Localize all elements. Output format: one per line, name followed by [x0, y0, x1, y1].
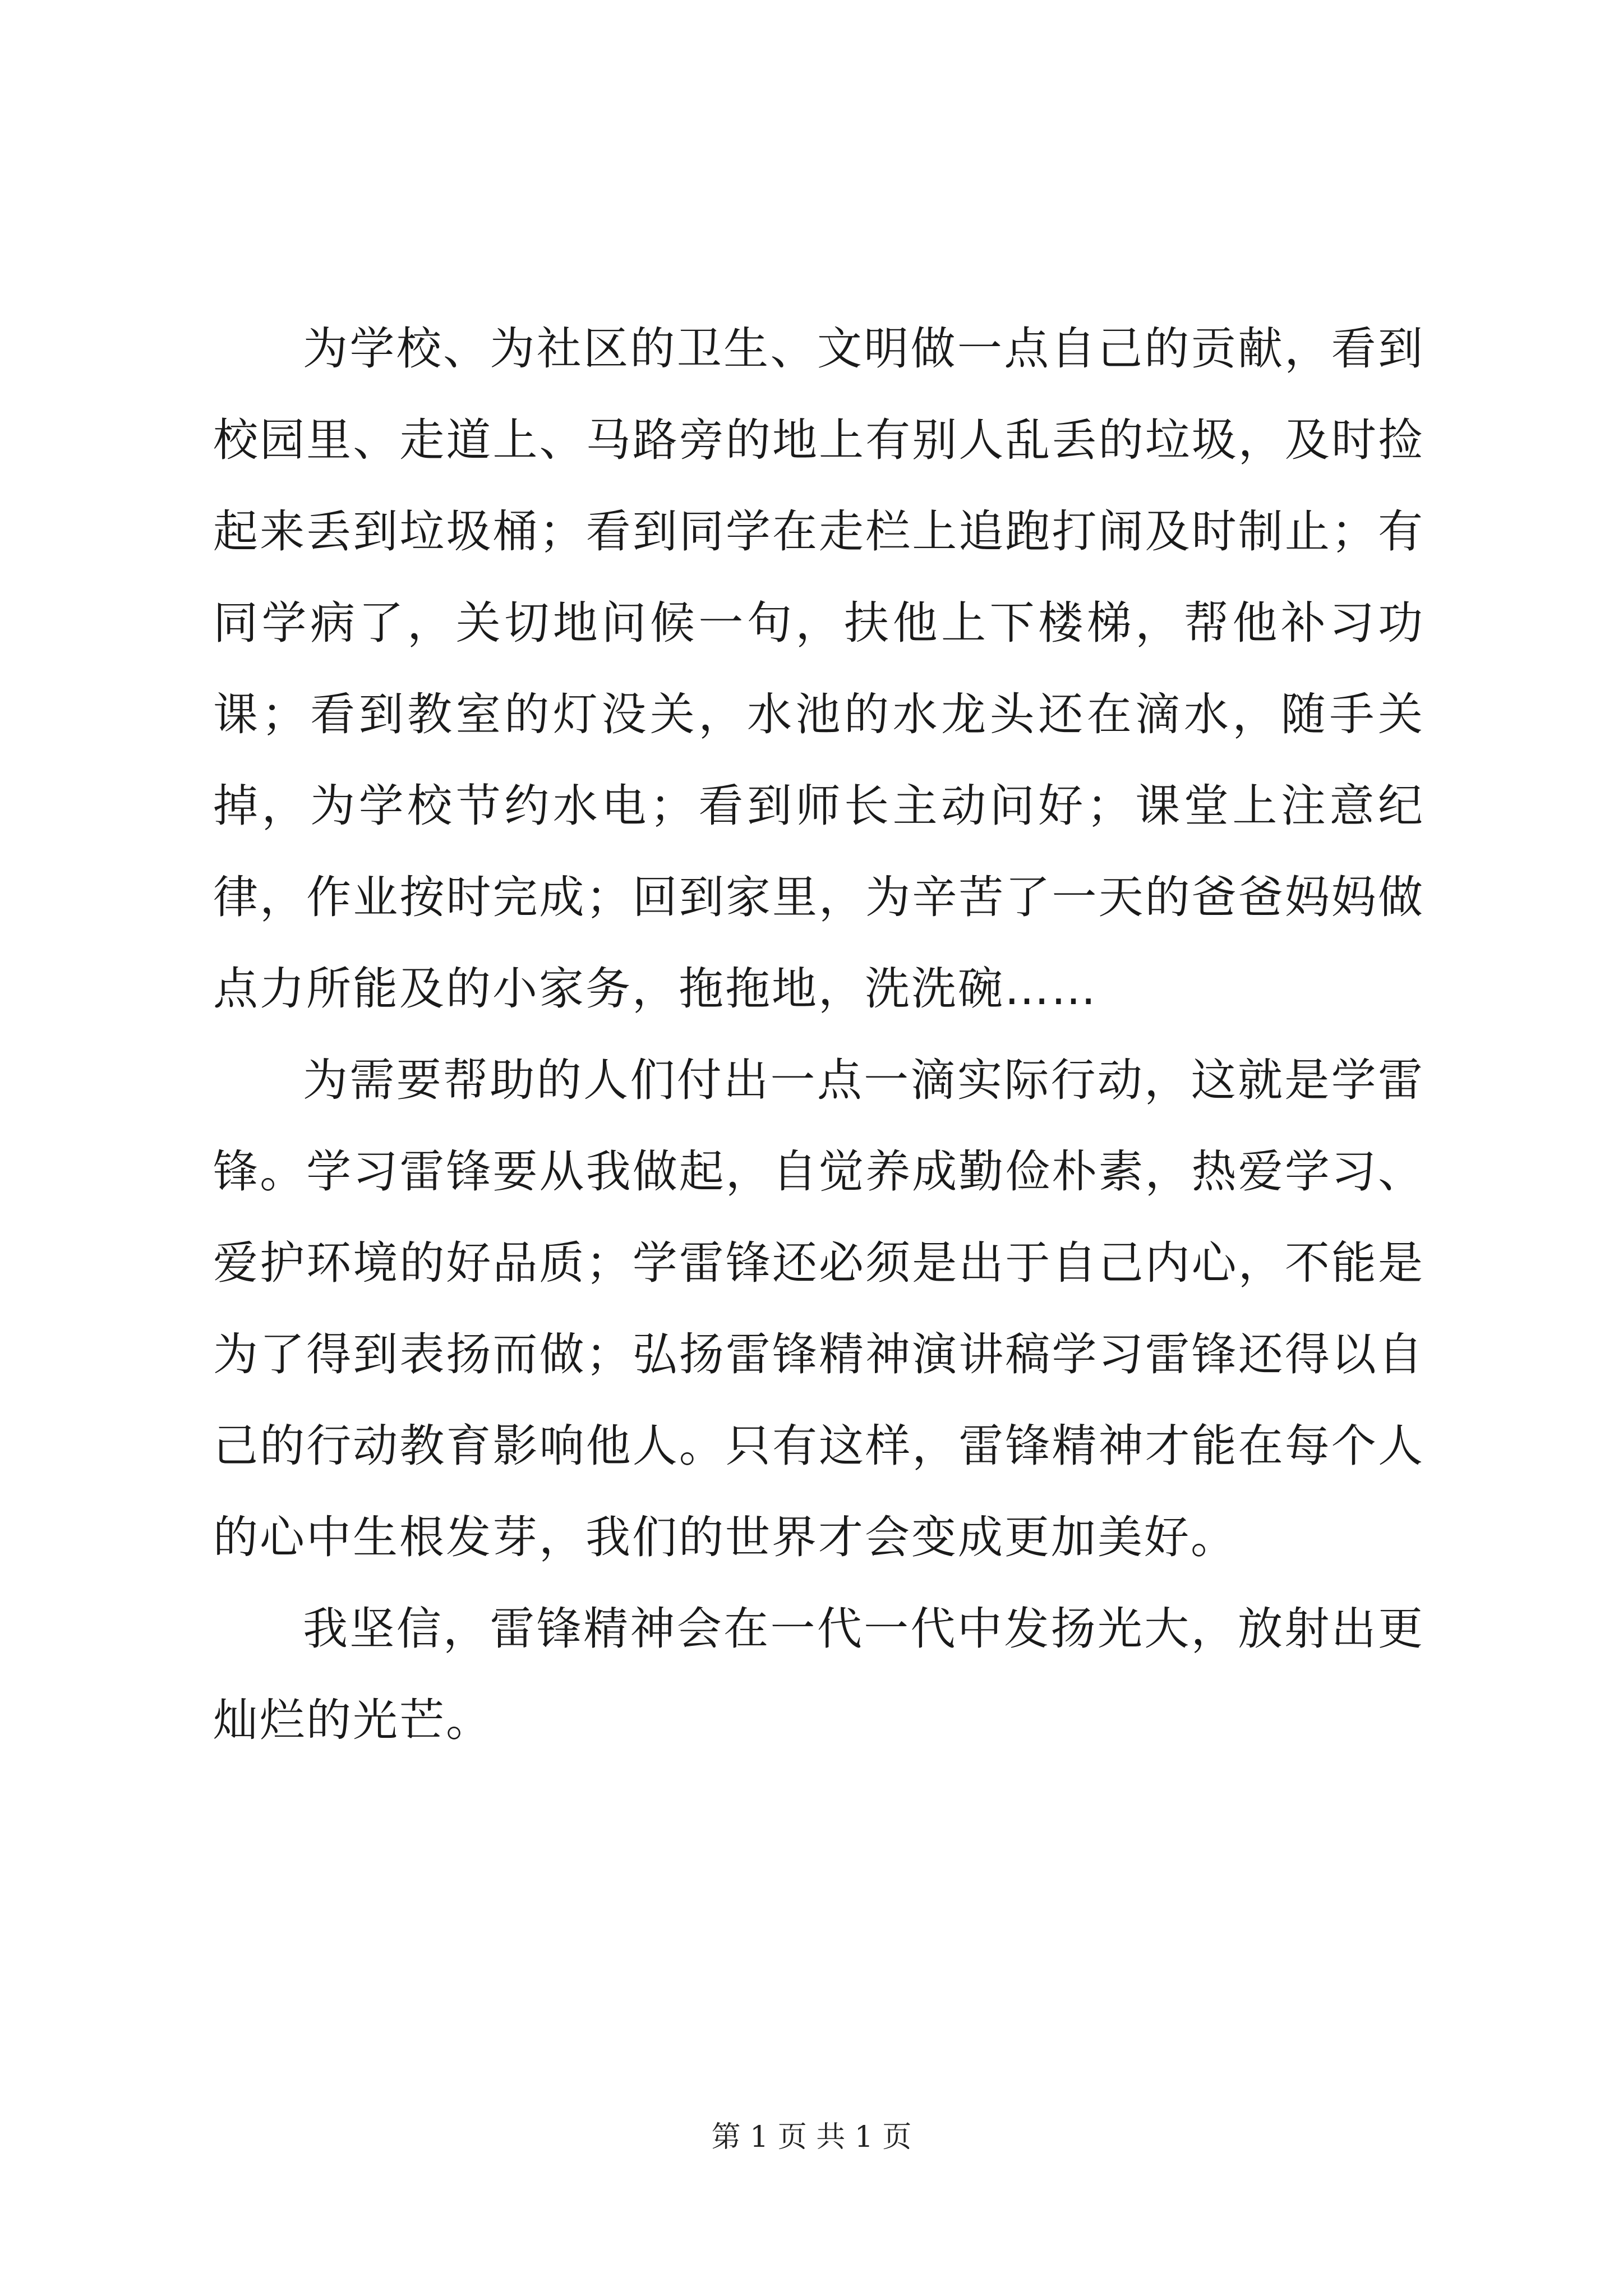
- paragraph-2: 为需要帮助的人们付出一点一滴实际行动，这就是学雷锋。学习雷锋要从我做起，自觉养成勤俭朴素，热爱学习、爱护环境的好品质；学雷锋还必须是出于自己内心，不能是为了得到表扬而做；弘扬雷锋精神演讲稿学习雷锋还得以自己的行动教育影响他人。只有这样，雷锋精神才能在每个人的心中生根发芽，我们的世界才会变成更加美好。: [213, 1054, 1424, 1563]
- paragraph-1: 为学校、为社区的卫生、文明做一点自己的贡献，看到校园里、走道上、马路旁的地上有别人乱丢的垃圾，及时捡起来丢到垃圾桶；看到同学在走栏上追跑打闹及时制止；有同学病了，关切地问候一句，扶他上下楼梯，帮他补习功课；看到教室的灯没关，水池的水龙头还在滴水，随手关掉，为学校节约水电；看到师长主动问好；课堂上注意纪律，作业按时完成；回到家里，为辛苦了一天的爸爸妈妈做点力所能及的小家务，拖拖地，洗洗碗……: [213, 323, 1424, 1015]
- page-footer: 第 1 页 共 1 页: [711, 2120, 912, 2154]
- paragraph-3: 我坚信，雷锋精神会在一代一代中发扬光大，放射出更灿烂的光芒。: [213, 1603, 1424, 1746]
- document-body: [213, 303, 1424, 1766]
